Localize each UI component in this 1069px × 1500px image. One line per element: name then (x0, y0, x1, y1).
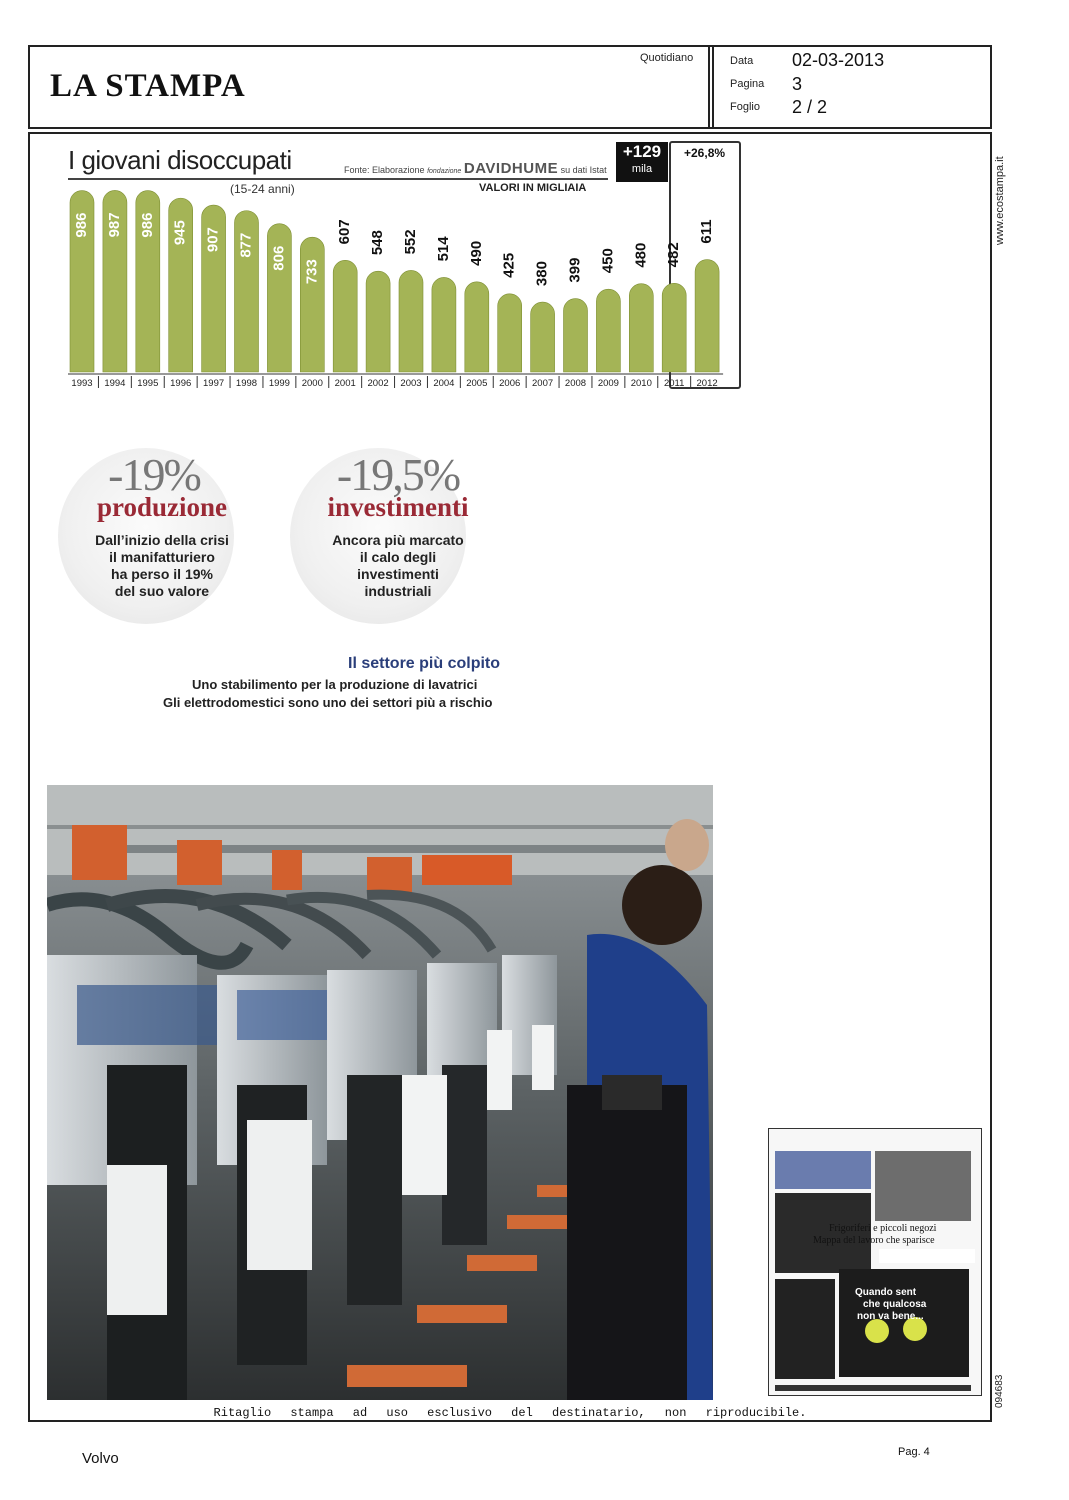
stat-body-investimenti: Ancora più marcato il calo degli investimenti industriali (332, 532, 464, 599)
bar-label-2008: 399 (566, 257, 584, 283)
bar-2004 (432, 277, 456, 372)
data-value: 02-03-2013 (792, 50, 885, 70)
chart-source (344, 160, 607, 177)
photo-caption-title: Il settore più colpito (348, 655, 501, 672)
source-prefix: Fonte: Elaborazione (344, 165, 425, 175)
x-tick-1995: 1995 (137, 378, 159, 389)
bar-label-2001: 607 (336, 219, 354, 245)
bar-label-1996: 945 (171, 220, 189, 246)
x-tick-2010: 2010 (630, 378, 652, 389)
chart-title: I giovani disoccupati (68, 145, 292, 175)
stat-head-produzione: produzione (96, 492, 228, 522)
x-tick-2012: 2012 (696, 378, 718, 389)
x-tick-2003: 2003 (400, 378, 422, 389)
stat-head-investimenti: investimenti (327, 492, 469, 522)
x-tick-1994: 1994 (104, 378, 126, 389)
page-number: Pag. 4 (898, 1446, 930, 1458)
data-label: Data (730, 55, 754, 67)
header-divider (708, 45, 714, 129)
chart-units: VALORI IN MIGLIAIA (479, 182, 587, 194)
side-code: 094683 (994, 1374, 1005, 1408)
client-name: Volvo (82, 1450, 119, 1467)
page-thumbnail-illustration (769, 1129, 982, 1396)
source-small: fondazione (427, 168, 462, 175)
bar-2008 (564, 299, 588, 372)
x-tick-1997: 1997 (203, 378, 225, 389)
x-tick-1996: 1996 (170, 378, 192, 389)
x-tick-2008: 2008 (564, 378, 587, 389)
x-tick-1993: 1993 (71, 378, 93, 389)
foglio-label: Foglio (730, 101, 760, 113)
delta-percent: +26,8% (684, 146, 726, 160)
thumb-headline-1: Frigoriferi e piccoli negozi (829, 1223, 937, 1234)
bar-label-1998: 877 (237, 232, 255, 258)
x-tick-2009: 2009 (597, 378, 619, 389)
bar-label-2000: 733 (303, 259, 321, 285)
side-url: www.ecostampa.it (994, 156, 1006, 245)
bar-2009 (596, 289, 620, 372)
x-tick-2000: 2000 (301, 378, 323, 389)
factory-photo-illustration (47, 785, 713, 1400)
photo-caption-line-1: Uno stabilimento per la produzione di lavatrici (192, 677, 478, 692)
stat-number-investimenti: -19,5% (336, 449, 460, 500)
bar-label-2004: 514 (434, 236, 452, 262)
x-tick-2006: 2006 (499, 378, 521, 389)
delta-absolute-badge (616, 142, 668, 182)
x-tick-2011: 2011 (663, 378, 685, 389)
bar-label-2005: 490 (467, 240, 485, 266)
bar-2012 (695, 260, 719, 372)
factory-photo (47, 785, 713, 1400)
bar-label-2010: 480 (632, 242, 650, 268)
bar-2001 (333, 260, 357, 372)
bar-label-1993: 986 (72, 212, 90, 238)
x-tick-2007: 2007 (532, 378, 554, 389)
bar-2000 (300, 237, 324, 372)
masthead: LA STAMPA (50, 68, 246, 104)
x-tick-2005: 2005 (466, 378, 488, 389)
bar-2011 (662, 283, 686, 372)
x-tick-1998: 1998 (235, 378, 258, 389)
delta-absolute-value: +129 (622, 142, 662, 161)
bar-2002 (366, 271, 390, 372)
x-tick-2001: 2001 (334, 378, 356, 389)
x-tick-2002: 2002 (367, 378, 389, 389)
bar-label-2003: 552 (401, 229, 419, 255)
bar-label-2009: 450 (599, 248, 617, 274)
bar-2003 (399, 270, 423, 372)
thumb-ad-line-1: Quando sent (855, 1287, 917, 1298)
bar-label-2012: 611 (698, 219, 716, 244)
x-tick-1999: 1999 (268, 378, 290, 389)
stat-body-produzione: Dall’inizio della crisi il manifatturiero ha perso il 19% del suo valore (95, 532, 229, 599)
photo-caption-line-2: Gli elettrodomestici sono uno dei settori più a rischio (163, 695, 493, 710)
x-tick-2004: 2004 (433, 378, 455, 389)
bar-label-1997: 907 (204, 227, 222, 253)
bar-2006 (498, 294, 522, 372)
bar-2007 (531, 302, 555, 372)
disclaimer: Ritaglio stampa ad uso esclusivo del destinatario, non riproducibile. (213, 1406, 807, 1420)
bar-label-1995: 986 (138, 212, 156, 238)
bar-label-2002: 548 (369, 230, 387, 256)
source-suffix: su dati Istat (560, 165, 607, 175)
bar-label-2007: 380 (533, 261, 551, 287)
bar-label-2006: 425 (500, 252, 518, 278)
thumb-ad-line-3: non va bene... (857, 1311, 924, 1322)
thumb-headline-2: Mappa del lavoro che sparisce (813, 1235, 935, 1246)
unemployment-bar-chart (60, 180, 750, 395)
bar-2005 (465, 282, 489, 372)
publication-type: Quotidiano (640, 52, 694, 64)
pagina-label: Pagina (730, 78, 765, 90)
bar-label-1999: 806 (270, 245, 288, 271)
bar-label-1994: 987 (105, 212, 123, 238)
delta-absolute-unit: mila (631, 163, 653, 175)
stat-number-produzione: -19% (108, 449, 200, 500)
pagina-value: 3 (792, 74, 803, 94)
page-thumbnail (768, 1128, 982, 1396)
source-brand: DAVIDHUME (463, 160, 559, 177)
chart-subtitle: (15-24 anni) (230, 182, 295, 196)
bar-label-2011: 482 (665, 242, 683, 268)
thumb-ad-line-2: che qualcosa (863, 1299, 927, 1310)
bar-2010 (629, 284, 653, 372)
foglio-value: 2 / 2 (792, 97, 828, 117)
